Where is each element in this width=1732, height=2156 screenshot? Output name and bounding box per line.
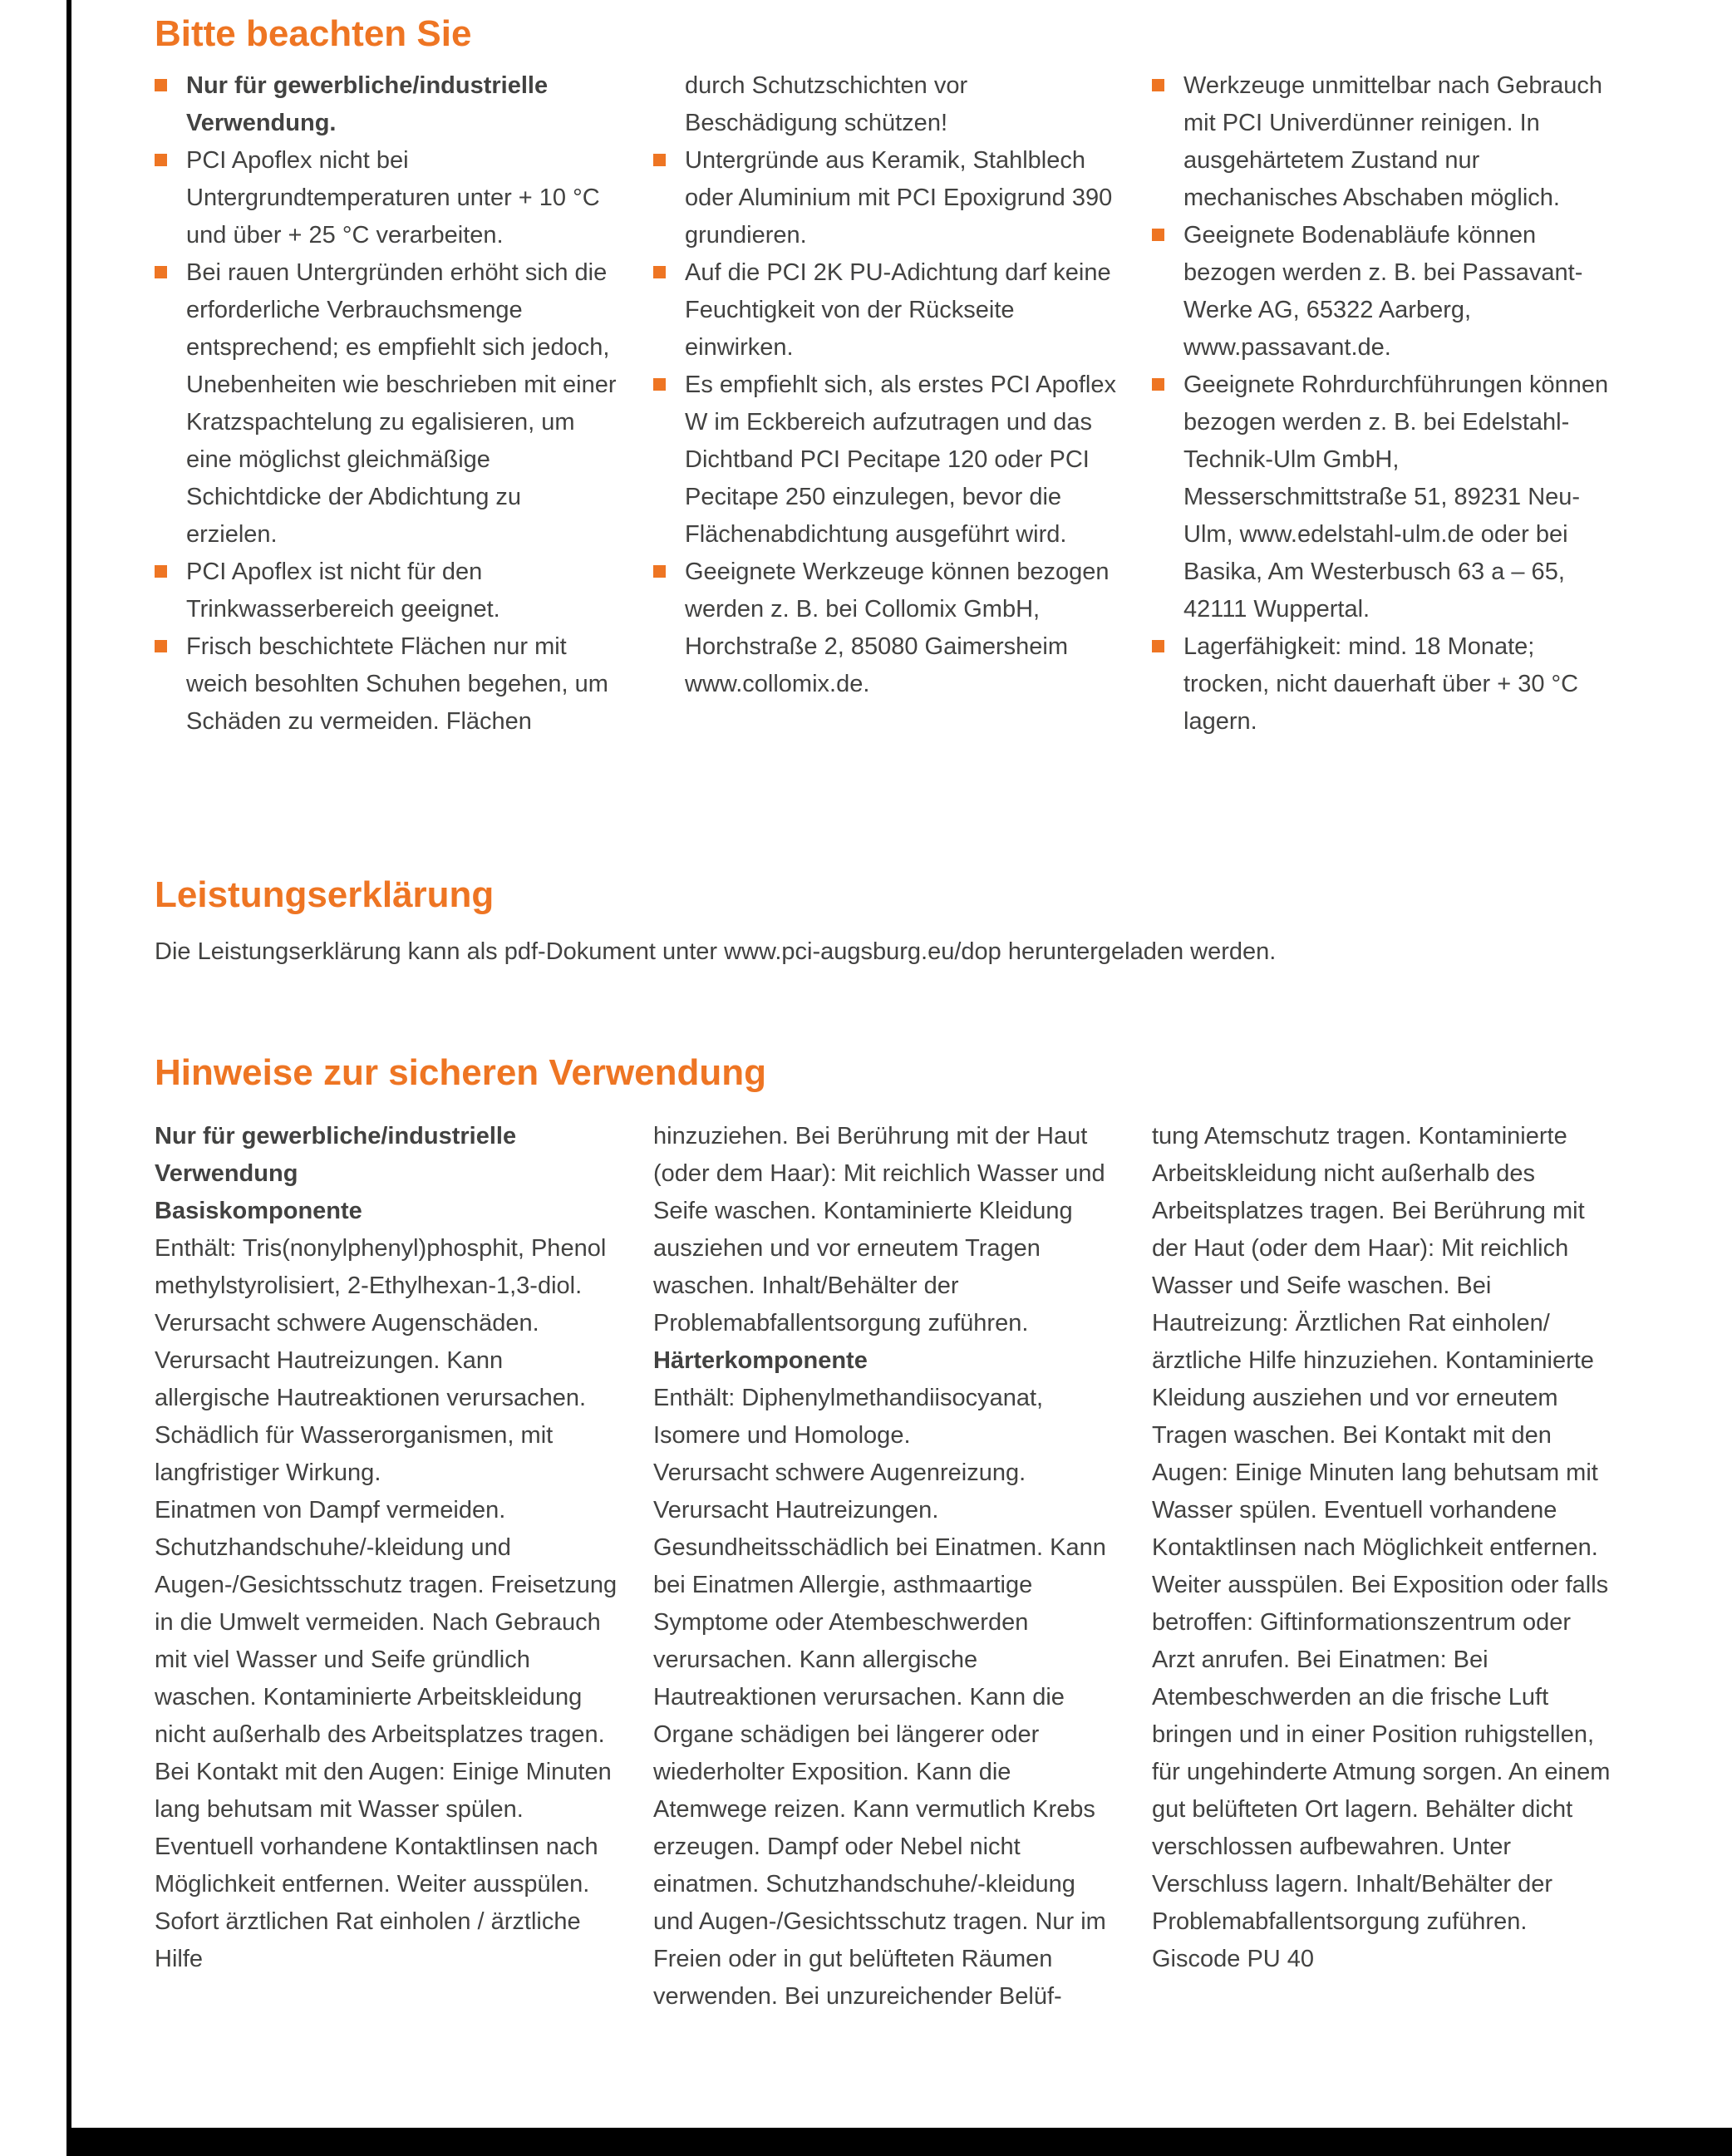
bullet-square-icon (1152, 79, 1164, 91)
bullet-square-icon (653, 565, 666, 578)
bullet-square-icon (653, 266, 666, 278)
note-item (653, 554, 1117, 703)
bullet-square-icon (155, 79, 167, 91)
note-text: Untergründe aus Keramik, Stahlblech oder Aluminium mit PCI Epoxigrund 390 grundieren. (685, 146, 1113, 249)
note-item (1152, 367, 1616, 628)
section-bitte-beachten-sie (155, 13, 1616, 741)
bullet-square-icon (155, 154, 167, 166)
notes-column-2 (653, 67, 1117, 703)
safety-paragraph: Verursacht schwere Augenschäden. Verursacht Hautreizungen. Kann allergische Hautreaktionen verursachen. Schädlich für Wasserorganismen, mit langfristiger Wirkung. (155, 1309, 587, 1486)
safety-subheading: Härterkomponente (653, 1346, 868, 1374)
note-text: Geeignete Werkzeuge können bezogen werden z. B. bei Collomix GmbH, Horchstraße 2, 85080 Gaimersheim www.collomix.de. (685, 558, 1110, 697)
note-item (653, 367, 1117, 554)
safety-paragraph: tung Atemschutz tragen. Kontaminierte Arbeitskleidung nicht außerhalb des Arbeitsplatzes tragen. Bei Berührung mit der Haut (oder dem Haar): Mit reichlich Wasser und Seife waschen. Bei Hautreizung: Ärztlichen Rat einholen/ärztliche Hilfe hinzuziehen. Kontaminierte Kleidung ausziehen und vor erneutem Tragen waschen. Bei Kontakt mit den Augen: Einige Minuten lang behutsam mit Wasser spülen. Eventuell vorhandene Kontaktlinsen nach Möglichkeit entfernen. Weiter ausspülen. Bei Exposition oder falls betroffen: Giftinformationszentrum oder Arzt anrufen. Bei Einatmen: Bei Atembeschwerden an die frische Luft bringen und in einer Position ruhigstellen, für ungehinderte Atmung sorgen. An einem gut belüfteten Ort lagern. Behälter dicht verschlossen aufbewahren. Unter Verschluss lagern. Inhalt/Behälter der Problemabfallentsorgung zuführen. (1152, 1122, 1611, 1935)
note-text: Bei rauen Untergründen erhöht sich die erforderliche Verbrauchsmenge entsprechend; es empfiehlt sich jedoch, Unebenheiten wie beschrieben mit einer Kratzspachtelung zu egalisieren, um eine möglichst gleichmäßige Schichtdicke der Abdichtung zu erzielen. (186, 258, 617, 548)
safety-section-title: Hinweise zur sicheren Verwendung (155, 1052, 766, 1093)
bullet-square-icon (653, 154, 666, 166)
safety-paragraph: Verursacht schwere Augenreizung. Verursacht Hautreizungen. Gesundheitsschädlich bei Einatmen. Kann bei Einatmen Allergie, asthmaartige Symptome oder Atembeschwerden verursachen. Kann allergische Hautreaktionen verursachen. Kann die Organe schädigen bei längerer oder wiederholter Exposition. Kann die Atemwege reizen. Kann vermutlich Krebs erzeugen. Dampf oder Nebel nicht einatmen. Schutzhandschuhe/-kleidung und Augen-/Gesichtsschutz tragen. Nur im Freien oder in gut belüfteten Räumen verwenden. Bei unzureichender Belüf- (653, 1459, 1106, 2010)
note-text: Geeignete Rohrdurchführungen können bezogen werden z. B. bei Edelstahl-Technik-Ulm GmbH, Messerschmittstraße 51, 89231 Neu-Ulm, www.edelstahl-ulm.de oder bei Basika, Am Westerbusch 63 a – 65, 42111 Wuppertal. (1183, 371, 1609, 623)
note-text: PCI Apoflex ist nicht für den Trinkwasserbereich geeignet. (186, 558, 500, 623)
section-sichere-verwendung (155, 1052, 1616, 2016)
notes-list-3 (1152, 67, 1616, 741)
note-item (1152, 217, 1616, 367)
note-item (1152, 67, 1616, 217)
bullet-square-icon (1152, 640, 1164, 652)
safety-subheading: Nur für gewerbliche/industrielle Verwendung (155, 1122, 517, 1187)
note-item (155, 254, 618, 554)
bullet-square-icon (155, 266, 167, 278)
safety-columns (155, 1118, 1616, 2016)
note-text: Werkzeuge unmittelbar nach Gebrauch mit PCI Univerdünner reinigen. In ausgehärtetem Zustand nur mechanisches Abschaben möglich. (1183, 71, 1603, 211)
note-item-continuation (653, 67, 1117, 142)
notes-column-1 (155, 67, 618, 741)
left-page-rule (66, 0, 71, 2156)
section-leistungserklaerung (155, 874, 1616, 971)
note-item (1152, 628, 1616, 741)
dop-body-text: Die Leistungserklärung kann als pdf-Dokument unter www.pci-augsburg.eu/dop heruntergeladen werden. (155, 938, 1277, 965)
safety-paragraph: Enthält: Diphenylmethandiisocyanat, Isomere und Homologe. (653, 1384, 1044, 1449)
note-text: Frisch beschichtete Flächen nur mit weich besohlten Schuhen begehen, um Schäden zu vermeiden. Flächen (186, 633, 608, 735)
safety-column-3 (1152, 1118, 1616, 1978)
safety-paragraph: Einatmen von Dampf vermeiden. Schutzhandschuhe/-kleidung und Augen-/Gesichtsschutz tragen. Freisetzung in die Umwelt vermeiden. Nach Gebrauch mit viel Wasser und Seife gründlich waschen. Kontaminierte Arbeitskleidung nicht außerhalb des Arbeitsplatzes tragen. Bei Kontakt mit den Augen: Einige Minuten lang behutsam mit Wasser spülen. Eventuell vorhandene Kontaktlinsen nach Möglichkeit entfernen. Weiter ausspülen. Sofort ärztlichen Rat einholen / ärztliche Hilfe (155, 1496, 618, 1972)
notes-list-1 (155, 67, 618, 741)
note-item (653, 254, 1117, 367)
bottom-page-rule (66, 2128, 1732, 2156)
safety-subheading: Basiskomponente (155, 1197, 362, 1224)
notes-columns (155, 67, 1616, 741)
note-text: Lagerfähigkeit: mind. 18 Monate; trocken, nicht dauerhaft über + 30 °C lagern. (1183, 633, 1579, 735)
bullet-square-icon (1152, 229, 1164, 241)
note-text: Geeignete Bodenabläufe können bezogen werden z. B. bei Passavant-Werke AG, 65322 Aarberg, www.passavant.de. (1183, 221, 1583, 361)
notes-list-2 (653, 67, 1117, 703)
bullet-square-icon (1152, 378, 1164, 391)
safety-column-1 (155, 1118, 618, 1978)
bullet-square-icon (155, 565, 167, 578)
bullet-square-icon (155, 640, 167, 652)
note-item (155, 67, 618, 142)
note-text: Es empfiehlt sich, als erstes PCI Apoflex W im Eckbereich aufzutragen und das Dichtband PCI Pecitape 120 oder PCI Pecitape 250 einzulegen, bevor die Flächenabdichtung ausgeführt wird. (685, 371, 1116, 548)
note-text: durch Schutzschichten vor Beschädigung schützen! (685, 71, 968, 136)
notes-section-title: Bitte beachten Sie (155, 13, 472, 54)
note-item (653, 142, 1117, 254)
note-text: PCI Apoflex nicht bei Untergrundtemperaturen unter + 10 °C und über + 25 °C verarbeiten. (186, 146, 600, 249)
safety-column-2 (653, 1118, 1117, 2016)
note-item (155, 628, 618, 741)
note-item (155, 554, 618, 628)
note-item (155, 142, 618, 254)
dop-section-title: Leistungserklärung (155, 874, 495, 915)
safety-giscode-line: Giscode PU 40 (1152, 1945, 1315, 1972)
bullet-square-icon (653, 378, 666, 391)
safety-paragraph: Enthält: Tris(nonylphenyl)phosphit, Phenol methylstyrolisiert, 2-Ethylhexan-1,3-diol. (155, 1234, 607, 1299)
notes-column-3 (1152, 67, 1616, 741)
note-text: Nur für gewerbliche/industrielle Verwendung. (186, 71, 549, 136)
note-text: Auf die PCI 2K PU-Adichtung darf keine Feuchtigkeit von der Rückseite einwirken. (685, 258, 1111, 361)
safety-paragraph: hinzuziehen. Bei Berührung mit der Haut (oder dem Haar): Mit reichlich Wasser und Seife waschen. Kontaminierte Kleidung ausziehen und vor erneutem Tragen waschen. Inhalt/Behälter der Problemabfallentsorgung zuführen. (653, 1122, 1105, 1336)
